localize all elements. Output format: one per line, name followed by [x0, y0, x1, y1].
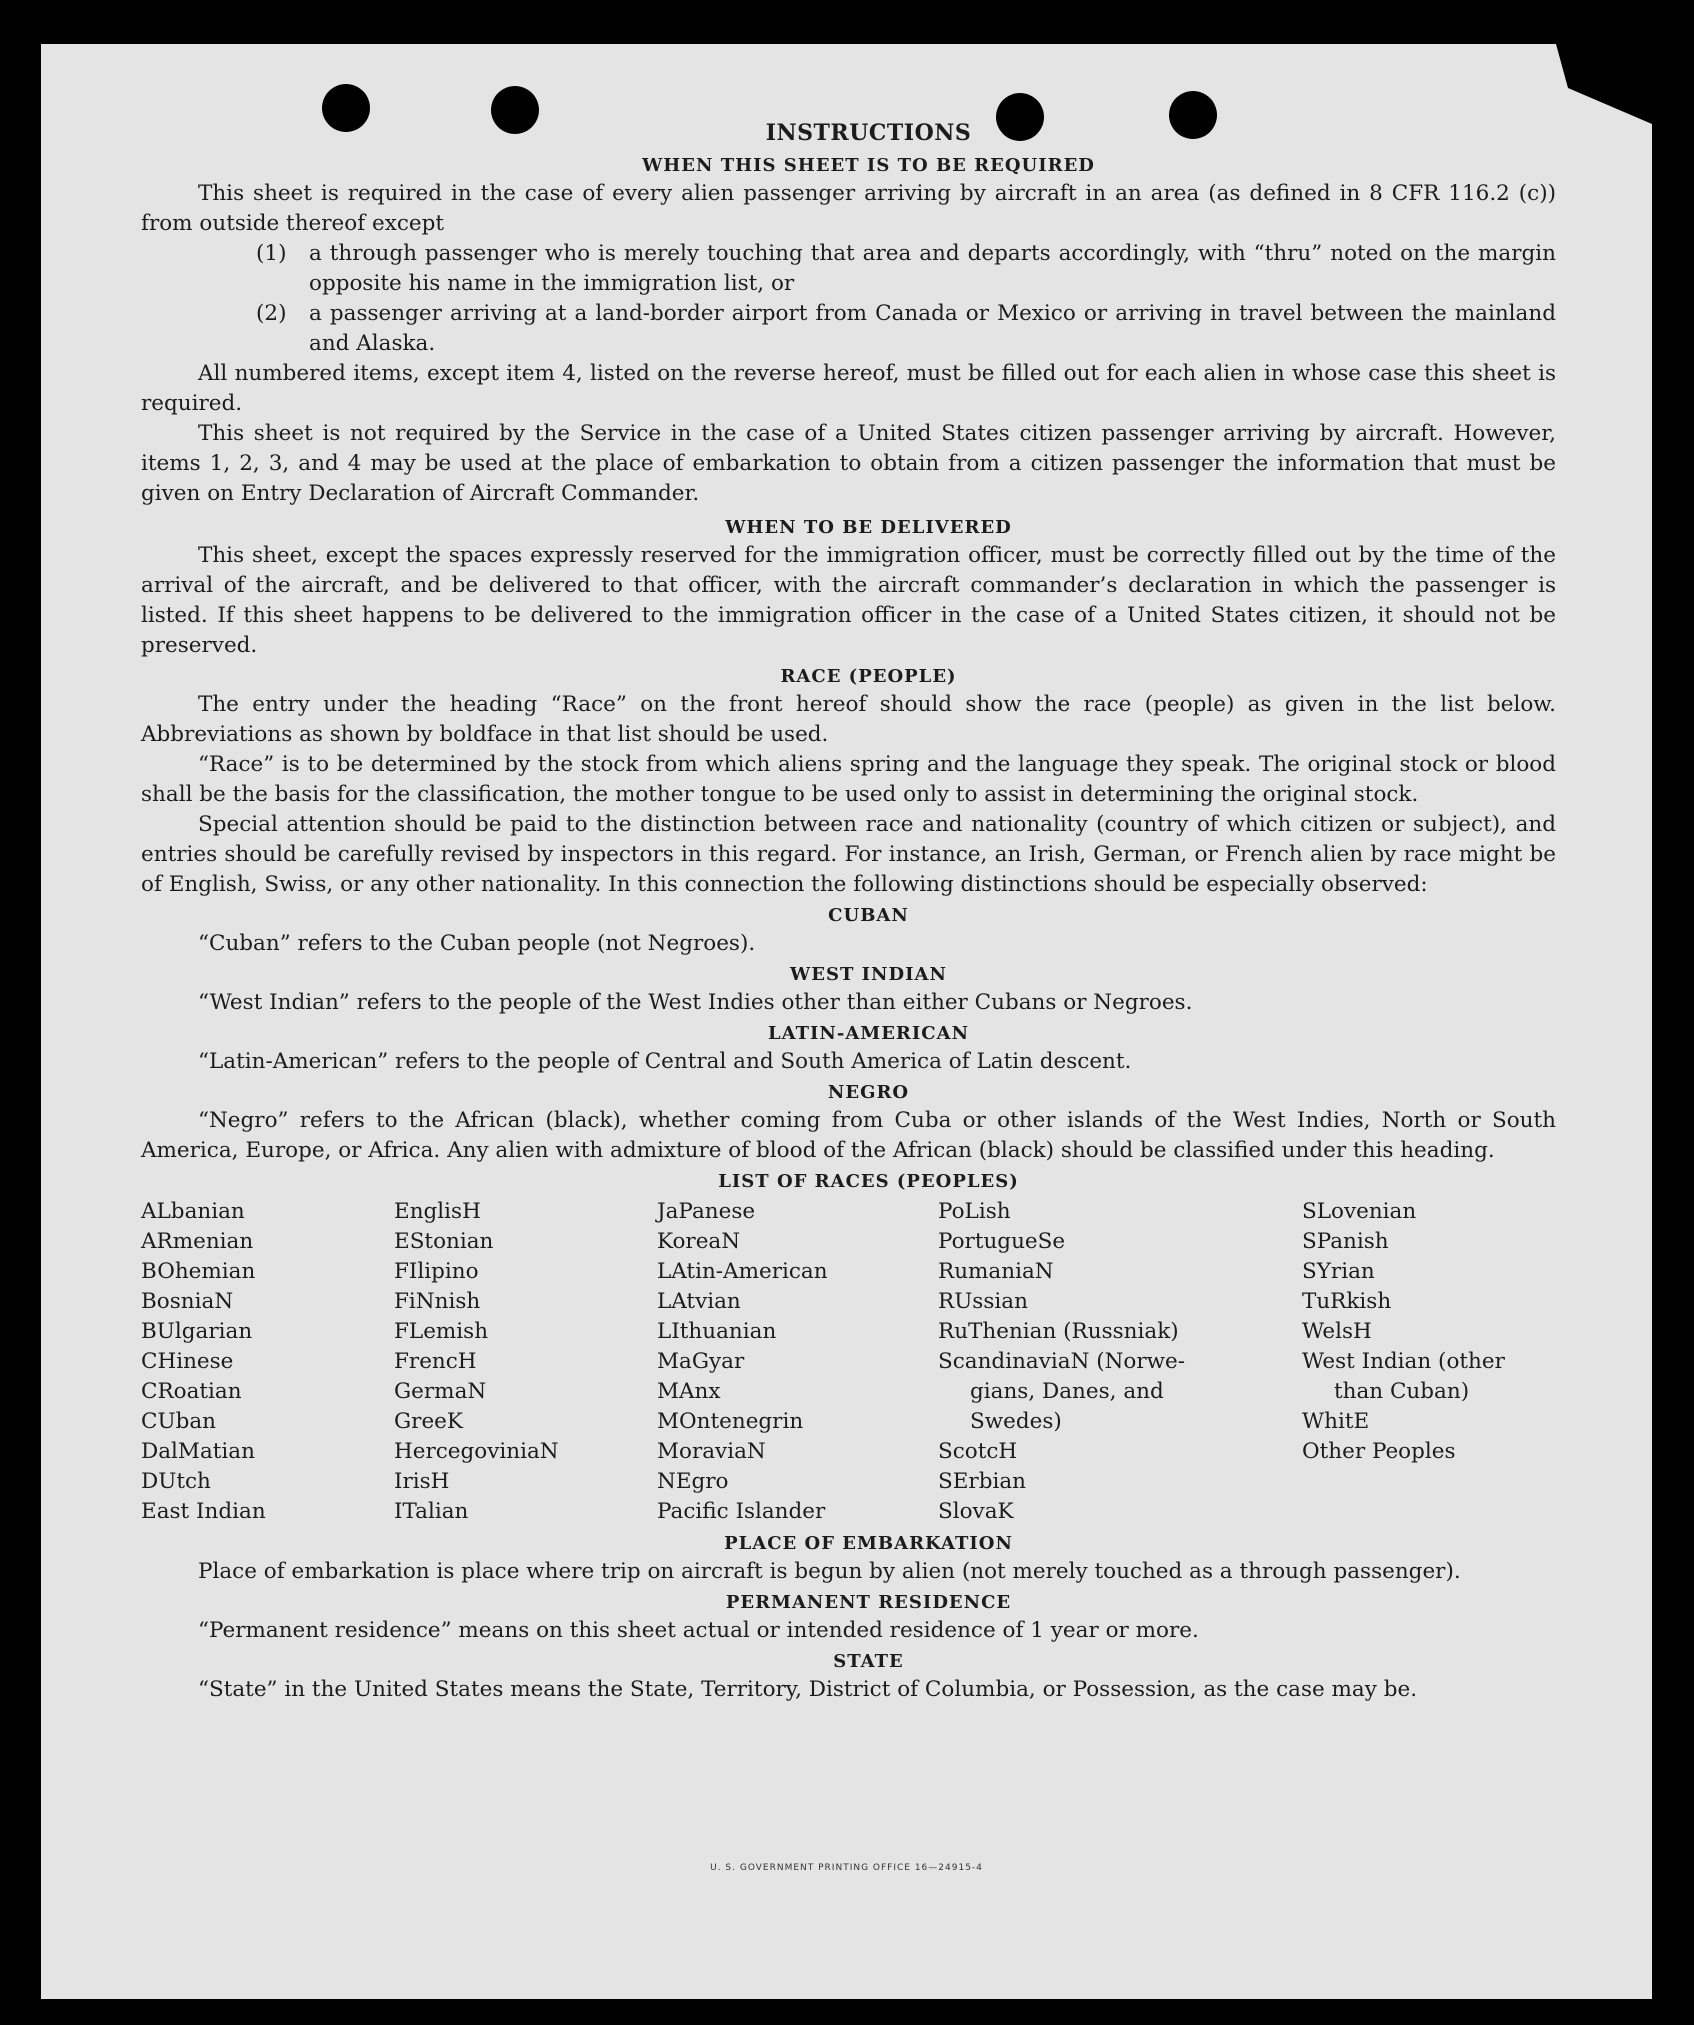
paragraph: Place of embarkation is place where trip on aircraft is begun by alien (not merely touched as a through passenger).	[198, 1559, 1461, 1584]
race-entry: FiNnish	[394, 1289, 481, 1314]
race-entry: RuThenian (Russniak)	[938, 1319, 1179, 1344]
paragraph: This sheet is required in the case of every alien passenger arriving by aircraft in an area (as defined in 8 CFR 116.2 (c)) from outside thereof except	[141, 181, 1556, 236]
paragraph: This sheet, except the spaces expressly reserved for the immigration officer, must be correctly filled out by the time of the arrival of the aircraft, and be delivered to that officer, with the aircraft commander’s declaration in which the passenger is listed. If this sheet happens to be delivered to the immigration officer in the case of a United States citizen, it should not be preserved.	[141, 543, 1556, 658]
race-entry: LAtin-American	[657, 1259, 828, 1284]
race-entry: CHinese	[141, 1349, 234, 1374]
race-entry: ScotcH	[938, 1439, 1018, 1464]
race-entry: ALbanian	[141, 1199, 245, 1224]
race-entry: MOntenegrin	[657, 1409, 804, 1434]
race-entry: NEgro	[657, 1469, 729, 1494]
race-entry: ARmenian	[141, 1229, 254, 1254]
race-entry: WhitE	[1302, 1409, 1370, 1434]
heading-embarkation: PLACE OF EMBARKATION	[724, 1533, 1013, 1554]
race-entry: Swedes)	[970, 1409, 1062, 1434]
race-entry: BUlgarian	[141, 1319, 253, 1344]
paragraph: “Latin-American” refers to the people of Central and South America of Latin descent.	[198, 1049, 1132, 1074]
race-entry: TuRkish	[1302, 1289, 1392, 1314]
instructions-body	[141, 116, 1556, 1705]
heading-delivered: WHEN TO BE DELIVERED	[725, 517, 1012, 538]
race-entry: IrisH	[394, 1469, 450, 1494]
page-title: INSTRUCTIONS	[765, 120, 972, 146]
race-entry: DalMatian	[141, 1439, 255, 1464]
document-sheet	[41, 44, 1652, 1999]
race-entry: MoraviaN	[657, 1439, 766, 1464]
numbered-item	[256, 239, 1556, 299]
paragraph: “State” in the United States means the State, Territory, District of Columbia, or Possession, as the case may be.	[198, 1677, 1418, 1702]
race-entry: East Indian	[141, 1499, 266, 1524]
race-entry: DUtch	[141, 1469, 211, 1494]
races-list	[141, 1197, 1556, 1527]
paragraph: “Permanent residence” means on this sheet actual or intended residence of 1 year or more.	[198, 1618, 1199, 1643]
race-entry: HercegoviniaN	[394, 1439, 559, 1464]
race-entry: LAtvian	[657, 1289, 741, 1314]
heading-races-list: LIST OF RACES (PEOPLES)	[718, 1171, 1019, 1192]
paragraph: Special attention should be paid to the distinction between race and nationality (country of which citizen or subject), and entries should be carefully revised by inspectors in this regard. For instance, an Irish, German, or French alien by race might be of English, Swiss, or any other nationality. In this connection the following distinctions should be especially observed:	[141, 812, 1556, 897]
races-column	[657, 1197, 938, 1527]
heading-cuban: CUBAN	[828, 905, 909, 926]
item-number: (2)	[256, 301, 287, 326]
heading-west-indian: WEST INDIAN	[790, 964, 947, 985]
paragraph: “West Indian” refers to the people of the West Indies other than either Cubans or Negroes.	[198, 990, 1193, 1015]
races-column	[394, 1197, 657, 1527]
race-entry: BOhemian	[141, 1259, 256, 1284]
torn-corner	[1532, 44, 1652, 124]
race-entry: than Cuban)	[1334, 1379, 1470, 1404]
race-entry: SErbian	[938, 1469, 1027, 1494]
races-column	[938, 1197, 1302, 1527]
race-entry: West Indian (other	[1302, 1349, 1505, 1374]
race-entry: KoreaN	[657, 1229, 741, 1254]
item-number: (1)	[256, 241, 287, 266]
heading-latin-american: LATIN-AMERICAN	[767, 1023, 970, 1044]
race-entry: CUban	[141, 1409, 216, 1434]
race-entry: EStonian	[394, 1229, 494, 1254]
race-entry: SlovaK	[938, 1499, 1014, 1524]
race-entry: Other Peoples	[1302, 1439, 1456, 1464]
race-entry: EnglisH	[394, 1199, 481, 1224]
race-entry: SPanish	[1302, 1229, 1389, 1254]
race-entry: LIthuanian	[657, 1319, 777, 1344]
race-entry: FrencH	[394, 1349, 477, 1374]
paragraph: “Negro” refers to the African (black), whether coming from Cuba or other islands of the West Indies, North or South America, Europe, or Africa. Any alien with admixture of blood of the African (black) should be classified under this heading.	[141, 1108, 1556, 1163]
races-column	[1302, 1197, 1556, 1527]
race-entry: BosniaN	[141, 1289, 234, 1314]
race-entry: JaPanese	[657, 1199, 756, 1224]
race-entry: FLemish	[394, 1319, 489, 1344]
race-entry: RUssian	[938, 1289, 1028, 1314]
paragraph: “Race” is to be determined by the stock from which aliens spring and the language they speak. The original stock or blood shall be the basis for the classification, the mother tongue to be used only to assist in determining the original stock.	[141, 752, 1556, 807]
race-entry: gians, Danes, and	[970, 1379, 1164, 1404]
heading-residence: PERMANENT RESIDENCE	[725, 1592, 1012, 1613]
race-entry: SLovenian	[1302, 1199, 1417, 1224]
heading-negro: NEGRO	[827, 1082, 910, 1103]
race-entry: CRoatian	[141, 1379, 242, 1404]
heading-race: RACE (PEOPLE)	[780, 666, 957, 687]
race-entry: RumaniaN	[938, 1259, 1054, 1284]
race-entry: GreeK	[394, 1409, 463, 1434]
race-entry: ScandinaviaN (Norwe-	[938, 1349, 1186, 1374]
race-entry: Pacific Islander	[657, 1499, 826, 1524]
race-entry: PortugueSe	[938, 1229, 1066, 1254]
race-entry: PoLish	[938, 1199, 1011, 1224]
race-entry: MaGyar	[657, 1349, 745, 1374]
race-entry: FIlipino	[394, 1259, 479, 1284]
race-entry: MAnx	[657, 1379, 721, 1404]
heading-required: WHEN THIS SHEET IS TO BE REQUIRED	[642, 155, 1095, 176]
numbered-item	[256, 299, 1556, 359]
printer-imprint: U. S. GOVERNMENT PRINTING OFFICE 16—24915-4	[710, 1863, 983, 1873]
paragraph: The entry under the heading “Race” on the front hereof should show the race (people) as given in the list below. Abbreviations as shown by boldface in that list should be used.	[141, 692, 1556, 747]
race-entry: WelsH	[1302, 1319, 1372, 1344]
race-entry: SYrian	[1302, 1259, 1375, 1284]
paragraph: This sheet is not required by the Service in the case of a United States citizen passenger arriving by aircraft. However, items 1, 2, 3, and 4 may be used at the place of embarkation to obtain from a citizen passenger the information that must be given on Entry Declaration of Aircraft Commander.	[141, 421, 1556, 506]
race-entry: GermaN	[394, 1379, 487, 1404]
heading-state: STATE	[833, 1651, 904, 1672]
item-text: a through passenger who is merely touching that area and departs accordingly, with “thru” noted on the margin opposite his name in the immigration list, or	[309, 241, 1556, 296]
races-column	[141, 1197, 394, 1527]
item-text: a passenger arriving at a land-border airport from Canada or Mexico or arriving in travel between the mainland and Alaska.	[309, 301, 1556, 356]
paragraph: All numbered items, except item 4, listed on the reverse hereof, must be filled out for each alien in whose case this sheet is required.	[141, 361, 1556, 416]
race-entry: ITalian	[394, 1499, 469, 1524]
paragraph: “Cuban” refers to the Cuban people (not Negroes).	[198, 931, 756, 956]
